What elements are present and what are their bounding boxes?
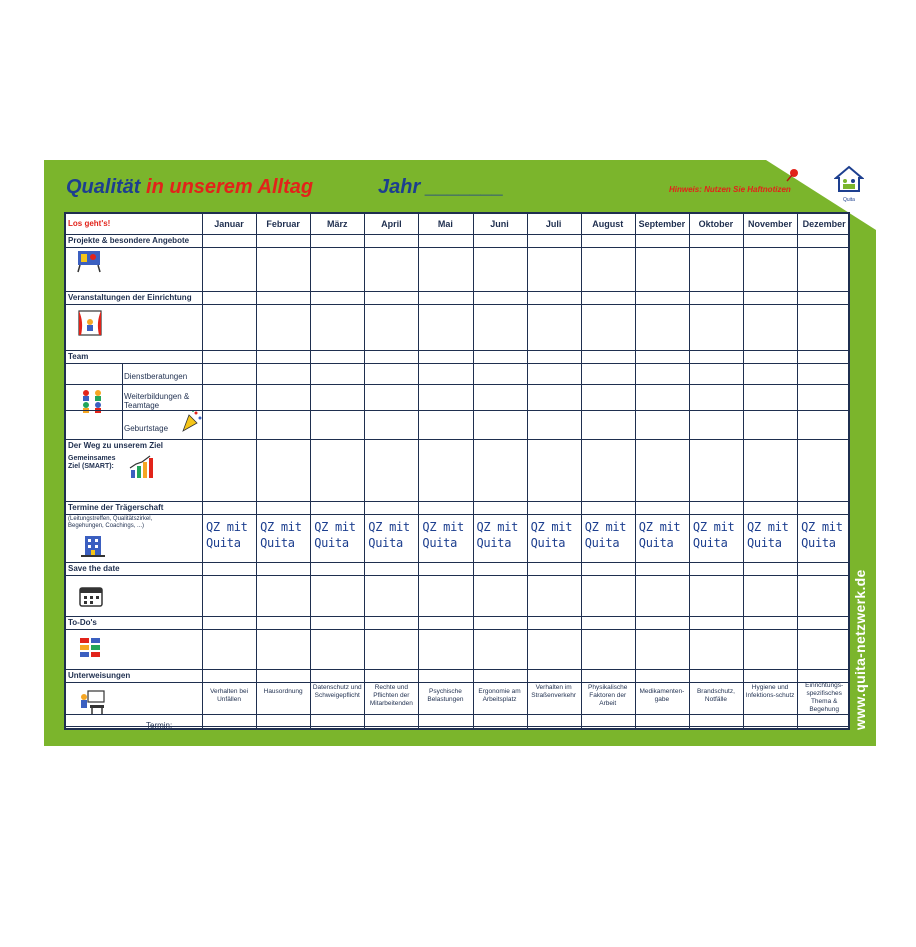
month-header: Juni <box>490 219 509 229</box>
instruction-topic: Medikamenten-gabe <box>639 688 685 703</box>
row-divider <box>66 562 848 563</box>
row-divider <box>66 439 848 440</box>
column-divider <box>635 214 636 728</box>
column-divider <box>743 214 744 728</box>
qz-note <box>801 519 843 551</box>
qz-line: Quita <box>206 536 241 550</box>
qz-line: Quita <box>747 536 782 550</box>
section-team: Team <box>68 352 89 361</box>
qz-line: Quita <box>368 536 403 550</box>
instruction-topic: Einrichtungs-spezifisches Thema & Begehung <box>805 682 844 713</box>
column-divider <box>581 214 582 728</box>
house-logo-icon <box>834 164 864 194</box>
month-header: August <box>592 219 624 229</box>
page-title: Qualität in unserem Alltag <box>66 176 314 198</box>
footer-url-container <box>852 570 872 730</box>
section-instructions: Unterweisungen <box>68 671 131 680</box>
qz-line: Quita <box>260 536 295 550</box>
stage-icon <box>78 310 102 336</box>
row-divider <box>66 350 848 351</box>
column-divider <box>689 214 690 728</box>
column-divider <box>202 214 203 728</box>
row-divider <box>66 410 848 411</box>
row-divider <box>66 682 848 683</box>
column-divider <box>122 363 123 439</box>
corner-label: Los geht's! <box>68 219 111 228</box>
month-header: Dezember <box>802 219 846 229</box>
party-popper-icon <box>181 409 203 433</box>
section-projects: Projekte & besondere Angebote <box>68 236 190 245</box>
hint-text: Hinweis: Nutzen Sie Haftnotizen <box>669 185 791 194</box>
month-header: Januar <box>214 219 244 229</box>
row-divider <box>66 575 848 576</box>
instruction-topic: Brandschutz, Notfälle <box>696 688 735 703</box>
qz-line: Quita <box>801 536 836 550</box>
column-divider <box>797 214 798 728</box>
qz-note <box>585 519 627 551</box>
section-goal: Der Weg zu unserem Ziel <box>68 441 163 450</box>
instruction-topic: Physikalische Faktoren der Arbeit <box>588 684 628 707</box>
section-todos: To-Do's <box>68 618 97 627</box>
qz-note <box>531 519 573 551</box>
instruction-topic: Datenschutz und Schweigepflicht <box>312 684 362 699</box>
row-divider <box>66 669 848 670</box>
qz-note <box>260 519 302 551</box>
row-divider <box>66 501 848 502</box>
section-save-date: Save the date <box>68 564 120 573</box>
qz-line: QZ mit <box>584 520 627 534</box>
qz-line: Quita <box>692 536 728 550</box>
todo-list-icon <box>78 636 102 662</box>
qz-note <box>639 519 681 551</box>
instruction-teacher-icon <box>78 689 106 715</box>
column-divider <box>473 214 474 728</box>
column-divider <box>256 214 257 728</box>
qz-line: Quita <box>476 536 512 550</box>
row-divider <box>66 234 848 235</box>
qz-line: QZ mit <box>530 520 573 534</box>
qz-line: QZ mit <box>476 520 519 534</box>
year-label: Jahr _______ <box>378 176 504 198</box>
logo-text: Quita <box>843 197 855 203</box>
team-row-meetings: Dienstberatungen <box>124 372 188 381</box>
qz-note <box>314 519 356 551</box>
planner-board <box>44 160 876 746</box>
row-divider <box>66 291 848 292</box>
pushpin-icon <box>786 168 800 182</box>
month-header: April <box>381 219 402 229</box>
qz-note <box>206 519 248 551</box>
instruction-topic: Hausordnung <box>263 688 303 695</box>
month-header: November <box>748 219 793 229</box>
row-divider <box>66 616 848 617</box>
row-divider <box>66 384 848 385</box>
team-row-training: Weiterbildungen & Teamtage <box>124 392 190 410</box>
qz-note <box>747 519 789 551</box>
qz-line: Quita <box>422 536 458 550</box>
month-header: Juli <box>545 219 562 229</box>
instruction-topic: Ergonomie am Arbeitsplatz <box>478 688 521 703</box>
instruction-topic: Psychische Belastungen <box>427 688 464 703</box>
footer-url: www.quita-netzwerk.de <box>852 569 868 730</box>
goal-chart-icon <box>128 454 154 480</box>
qz-line: QZ mit <box>692 520 735 534</box>
month-header: September <box>638 219 686 229</box>
calendar-icon <box>78 584 104 608</box>
qz-line: QZ mit <box>314 520 356 534</box>
column-divider <box>310 214 311 728</box>
column-divider <box>418 214 419 728</box>
qz-line: Quita <box>314 536 349 550</box>
row-divider <box>66 726 848 727</box>
instruction-topic: Rechte und Pflichten der Mitarbeitenden <box>369 684 413 707</box>
row-divider <box>66 714 848 715</box>
month-header: März <box>326 219 348 229</box>
qz-note <box>422 519 464 551</box>
year-planner-table <box>64 212 850 730</box>
qz-line: QZ mit <box>206 520 248 534</box>
row-divider <box>66 514 848 515</box>
qz-line: QZ mit <box>747 520 789 534</box>
row-divider <box>66 363 848 364</box>
qz-note <box>693 519 735 551</box>
building-icon <box>80 532 106 558</box>
qz-line: QZ mit <box>801 520 843 534</box>
instruction-topic: Verhalten bei Unfällen <box>210 688 249 703</box>
column-divider <box>364 214 365 728</box>
qz-line: Quita <box>584 536 620 550</box>
section-events: Veranstaltungen der Einrichtung <box>68 293 192 302</box>
qz-line: QZ mit <box>638 520 681 534</box>
qz-note <box>368 519 410 551</box>
row-divider <box>66 304 848 305</box>
qz-line: Quita <box>530 536 566 550</box>
presentation-icon <box>76 249 102 273</box>
qz-line: QZ mit <box>368 520 410 534</box>
qz-line: QZ mit <box>260 520 302 534</box>
qz-line: QZ mit <box>422 520 464 534</box>
section-carrier: Termine der Trägerschaft <box>68 503 164 512</box>
column-divider <box>527 214 528 728</box>
team-row-birthdays: Geburtstage <box>124 424 169 433</box>
instruction-topic: Verhalten im Straßenverkehr <box>531 684 577 699</box>
instruction-topic: Hygiene und Infektions-schutz <box>745 684 795 699</box>
goal-sub: Gemeinsames Ziel (SMART): <box>68 455 116 470</box>
carrier-sub: (Leitungstreffen, Qualitätszirkel, Begehungen, Coachings, ...) <box>68 516 153 529</box>
row-divider <box>66 247 848 248</box>
qz-note <box>477 519 519 551</box>
month-header: Februar <box>266 219 300 229</box>
row-divider <box>66 629 848 630</box>
qz-line: Quita <box>638 536 674 550</box>
month-header: Oktober <box>698 219 734 229</box>
month-header: Mai <box>437 219 453 229</box>
quita-logo <box>832 164 866 204</box>
